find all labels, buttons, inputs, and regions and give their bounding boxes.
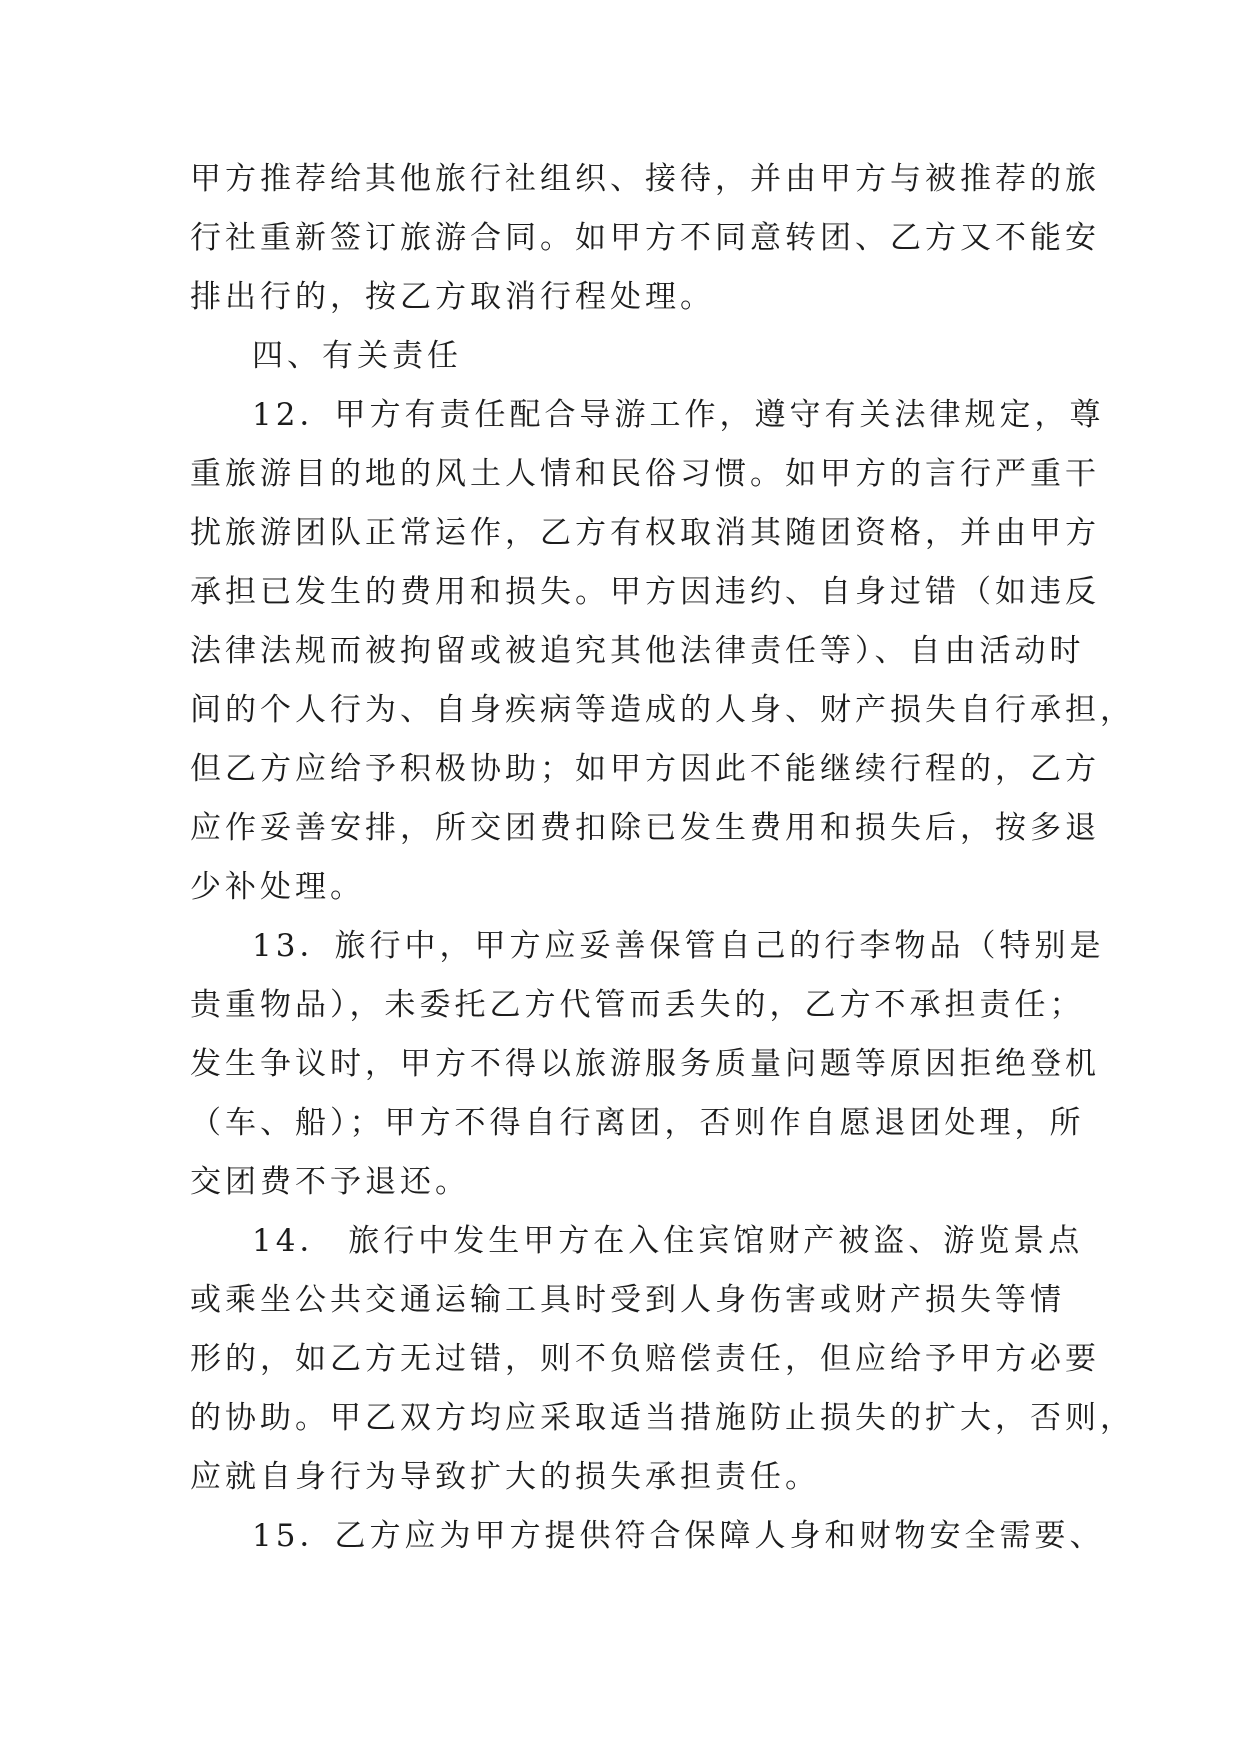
text-line: （车、船）；甲方不得自行离团，否则作自愿退团处理，所 [190,1105,1085,1141]
text-line: 形的，如乙方无过错，则不负赔偿责任，但应给予甲方必要 [190,1341,1100,1377]
text-line: 行社重新签订旅游合同。如甲方不同意转团、乙方又不能安 [190,220,1100,256]
text-line: 扰旅游团队正常运作，乙方有权取消其随团资格，并由甲方 [190,515,1100,551]
text-line: 间的个人行为、自身疾病等造成的人身、财产损失自行承担， [190,692,1135,728]
text-line: 的协助。甲乙双方均应采取适当措施防止损失的扩大，否则， [190,1400,1135,1436]
text-line: 应就自身行为导致扩大的损失承担责任。 [190,1459,820,1495]
clause-14-start: 14． 旅行中发生甲方在入住宾馆财产被盗、游览景点 [252,1223,1084,1259]
clause-15-start: 15．乙方应为甲方提供符合保障人身和财物安全需要、 [252,1518,1105,1554]
text-line: 或乘坐公共交通运输工具时受到人身伤害或财产损失等情 [190,1282,1065,1318]
text-line: 甲方推荐给其他旅行社组织、接待，并由甲方与被推荐的旅 [190,161,1100,197]
clause-12-start: 12．甲方有责任配合导游工作，遵守有关法律规定，尊 [252,397,1105,433]
text-line: 少补处理。 [190,869,365,905]
text-line: 应作妥善安排，所交团费扣除已发生费用和损失后，按多退 [190,810,1100,846]
section-heading: 四、有关责任 [252,338,462,374]
text-line: 但乙方应给予积极协助；如甲方因此不能继续行程的，乙方 [190,751,1100,787]
document-body [190,150,1135,1566]
text-line: 排出行的，按乙方取消行程处理。 [190,279,715,315]
text-line: 承担已发生的费用和损失。甲方因违约、自身过错（如违反 [190,574,1100,610]
text-line: 重旅游目的地的风土人情和民俗习惯。如甲方的言行严重干 [190,456,1100,492]
text-line: 交团费不予退还。 [190,1164,470,1200]
clause-13-start: 13．旅行中，甲方应妥善保管自己的行李物品（特别是 [252,928,1105,964]
text-line: 法律法规而被拘留或被追究其他法律责任等）、自由活动时 [190,633,1085,669]
text-line: 发生争议时，甲方不得以旅游服务质量问题等原因拒绝登机 [190,1046,1100,1082]
text-line: 贵重物品），未委托乙方代管而丢失的，乙方不承担责任； [190,987,1085,1023]
